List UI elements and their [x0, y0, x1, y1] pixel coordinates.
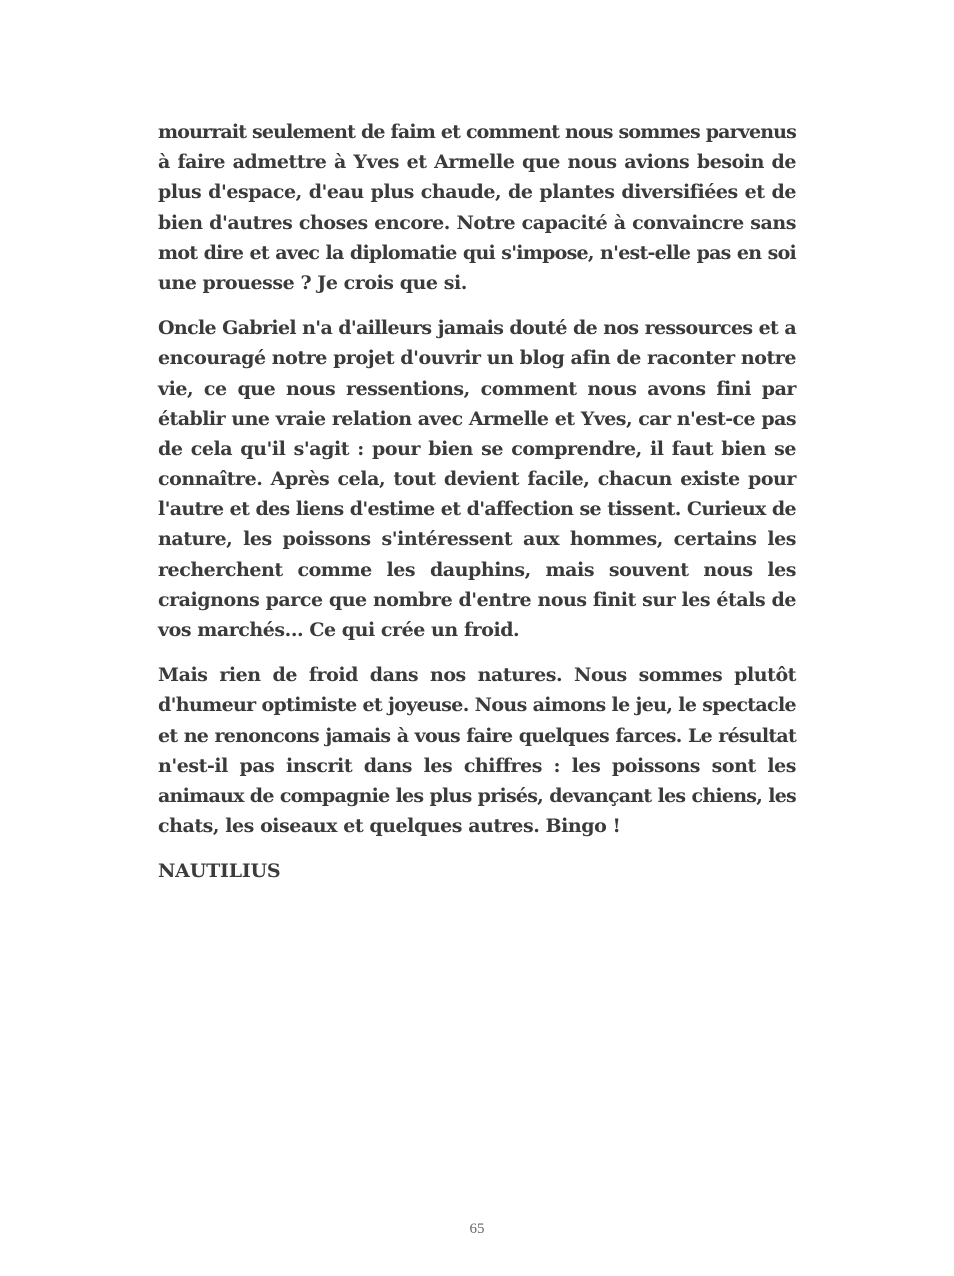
text-line: nature, les poissons s'intéressent aux hommes, certains les — [158, 528, 796, 551]
text-line: encouragé notre projet d'ouvrir un blog afin de raconter notre — [158, 347, 796, 370]
text-line: de cela qu'il s'agit : pour bien se comprendre, il faut bien se — [158, 437, 796, 460]
text-line: plus d'espace, d'eau plus chaude, de plantes diversifiées et de — [158, 181, 796, 204]
text-line: mourrait seulement de faim et comment nous sommes parvenus — [158, 121, 796, 143]
text-line: bien d'autres choses encore. Notre capacité à convaincre sans — [158, 211, 796, 234]
text-line: d'humeur optimiste et joyeuse. Nous aimons le jeu, le spectacle — [158, 694, 796, 717]
text-line: connaître. Après cela, tout devient facile, chacun existe pour — [158, 468, 796, 491]
text-line: animaux de compagnie les plus prisés, devançant les chiens, les — [158, 784, 796, 807]
text-line: vie, ce que nous ressentions, comment nous avons fini par — [158, 377, 796, 400]
paragraph-3 — [158, 660, 796, 841]
text-line: chats, les oiseaux et quelques autres. Bingo ! — [158, 815, 621, 838]
page-number: 65 — [469, 1221, 485, 1237]
paragraph-1 — [158, 117, 796, 298]
text-line: recherchent comme les dauphins, mais souvent nous les — [158, 558, 796, 581]
text-line: à faire admettre à Yves et Armelle que nous avions besoin de — [158, 151, 796, 174]
text-line: une prouesse ? Je crois que si. — [158, 271, 467, 294]
text-line: vos marchés... Ce qui crée un froid. — [158, 619, 520, 641]
text-line: n'est-il pas inscrit dans les chiffres : les poissons sont les — [158, 754, 796, 777]
text-line: Mais rien de froid dans nos natures. Nous sommes plutôt — [158, 664, 796, 687]
text-line: craignons parce que nombre d'entre nous finit sur les étals de — [158, 588, 796, 611]
paragraph-2 — [158, 313, 796, 645]
text-line: établir une vraie relation avec Armelle et Yves, car n'est-ce pas — [158, 407, 796, 430]
text-line: Oncle Gabriel n'a d'ailleurs jamais douté de nos ressources et a — [158, 317, 796, 340]
body-text — [158, 117, 796, 886]
text-line: et ne renoncons jamais à vous faire quelques farces. Le résultat — [158, 724, 796, 747]
text-line: mot dire et avec la diplomatie qui s'impose, n'est-elle pas en soi — [158, 241, 796, 264]
text-line: l'autre et des liens d'estime et d'affection se tissent. Curieux de — [158, 498, 796, 521]
signature: NAUTILIUS — [158, 860, 281, 883]
